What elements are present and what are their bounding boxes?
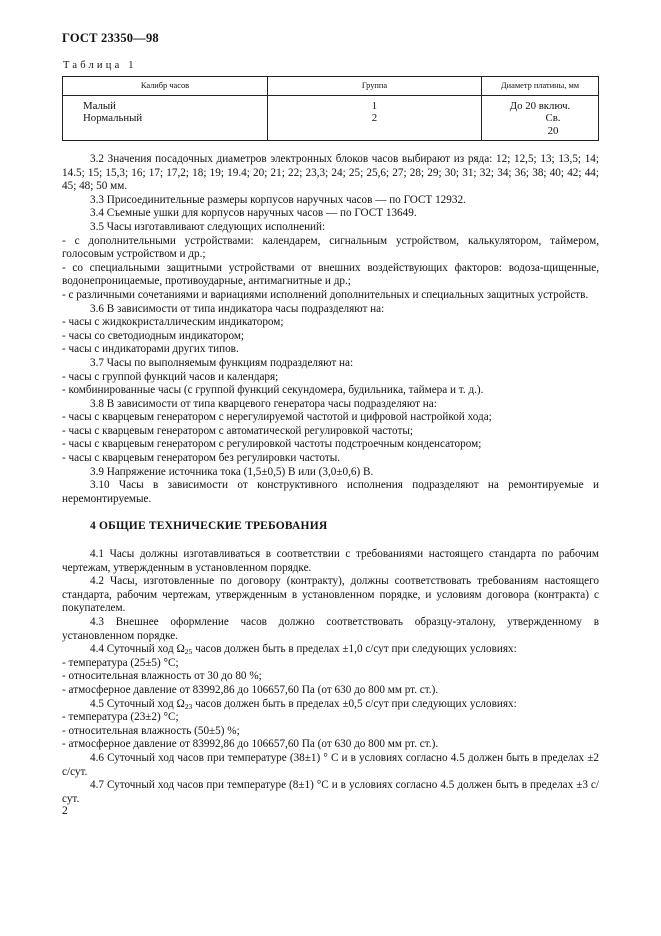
paragraph [62,643,599,657]
table-row [63,96,599,141]
caliber-value: Нормальный [83,112,143,125]
list-item: - относительная влажность (50±5) %; [62,724,240,737]
list-item: - с различными сочетаниями и вариациями исполнений дополнительных и специальных защитных устройств. [62,288,589,301]
list-item: - атмосферное давление от 83992,86 до 106657,60 Па (от 630 до 800 мм рт. ст.). [62,683,439,696]
paragraph-text: часов должен быть в пределах ±0,5 с/сут при следующих условиях: [192,697,517,710]
column-header-caliber: Калибр часов [63,77,268,96]
group-value: 1 [371,100,378,112]
diameter-value: 20 [547,124,559,137]
paragraph: 3.6 В зависимости от типа индикатора часы подразделяют на: [90,302,385,315]
caliber-value: Малый [83,100,116,112]
subscript: 23 [184,701,193,711]
caliber-table [62,76,599,141]
list-item: - часы с индикаторами других типов. [62,343,239,356]
diameter-value: Св. [545,112,561,125]
paragraph: 3.5 Часы изготавливают следующих исполнений: [90,220,326,233]
paragraph: 3.8 В зависимости от типа кварцевого генератора часы подразделяют на: [90,397,437,410]
paragraph [62,698,599,712]
list-item: - относительная влажность от 30 до 80 %; [62,670,262,683]
paragraph: 3.2 Значения посадочных диаметров электронных блоков часов выбирают из ряда: 12; 12,5; 13; 13,5; 14; 14.5; 15; 15,3; 16; 17; 17,2; 18; 19; 19.4; 20; 21; 22; 23,3; 24; 25; 25,6; 27; 28; 29; 30; 31; 32; 34; 36; 38; 40; 42; 44; 45; 48; 50 мм. [62,153,599,193]
list-item: - часы со светодиодным индикатором; [62,329,245,342]
document-code: ГОСТ 23350—98 [62,31,159,45]
list-item: - со специальными защитными устройствами от внешних воздействующих факторов: водоза-щищенные, водонепроницаемые, противоударные, антимагнитные и др.; [62,261,599,288]
paragraph: 4.6 Суточный ход часов при температуре (38±1) ° С и в условиях согласно 4.5 должен быть в пределах ±2 с/сут. [62,751,599,778]
list-item: - атмосферное давление от 83992,86 до 106657,60 Па (от 630 до 800 мм рт. ст.). [62,738,439,751]
column-header-diameter: Диаметр платины, мм [482,77,599,96]
diameter-value: До 20 включ. [509,100,571,112]
list-item: - часы с жидкокристаллическим индикатором; [62,316,284,329]
caliber-cell [63,96,268,141]
list-item: - часы с группой функций часов и календаря; [62,370,279,383]
page-number: 2 [62,805,68,817]
paragraph: 3.3 Присоединительные размеры корпусов наручных часов — по ГОСТ 12932. [90,193,466,206]
column-header-group: Группа [268,77,482,96]
list-item: - часы с кварцевым генератором без регулировки частоты. [62,452,341,465]
list-item: - часы с кварцевым генератором с нерегулируемой частотой и цифровой настройкой хода; [62,411,492,424]
paragraph: 4.7 Суточный ход часов при температуре (8±1) °С и в условиях согласно 4.5 должен быть в пределах ±3 с/сут. [62,779,599,805]
group-cell [268,96,482,141]
paragraph-text: 4.5 Суточный ход Ω [90,697,185,710]
subscript: 25 [184,647,193,657]
document-body [62,153,599,806]
list-item: - часы с кварцевым генератором с регулировкой частоты подстроечным конденсатором; [62,438,482,451]
group-value: 2 [371,112,378,125]
paragraph-text: 4.4 Суточный ход Ω [90,643,185,656]
list-item: - комбинированные часы (с группой функций секундомера, будильника, таймера и т. д.). [62,384,484,397]
list-item: - с дополнительными устройствами: календарем, сигнальным устройством, калькулятором, таймером, голосовым устройством и др.; [62,234,599,261]
list-item: - температура (23±2) °С; [62,711,179,724]
table-header-row [63,77,599,96]
paragraph: 3.10 Часы в зависимости от конструктивного исполнения подразделяют на ремонтируемые и неремонтируемые. [62,479,599,505]
table-caption: Таблица 1 [63,60,137,71]
paragraph: 4.1 Часы должны изготавливаться в соответствии с требованиями настоящего стандарта по рабочим чертежам, утвержденным в установленном порядке. [62,548,599,574]
diameter-cell [482,96,599,141]
list-item: - часы с кварцевым генератором с автоматической регулировкой частоты; [62,424,414,437]
paragraph: 4.2 Часы, изготовленные по договору (контракту), должны соответствовать требованиям настоящего стандарта, рабочим чертежам, утвержденным в установленном порядке, и условиям договора (контракта) с покупателем. [62,575,599,615]
paragraph: 3.4 Съемные ушки для корпусов наручных часов — по ГОСТ 13649. [90,207,417,220]
section-heading: 4 ОБЩИЕ ТЕХНИЧЕСКИЕ ТРЕБОВАНИЯ [90,520,328,533]
paragraph: 4.3 Внешнее оформление часов должно соответствовать образцу-эталону, утвержденному в установленном порядке. [62,616,599,642]
paragraph: 3.7 Часы по выполняемым функциям подразделяют на: [90,356,354,369]
paragraph: 3.9 Напряжение источника тока (1,5±0,5) В или (3,0±0,6) В. [90,465,374,478]
paragraph-text: часов должен быть в пределах ±1,0 с/сут при следующих условиях: [192,643,517,656]
list-item: - температура (25±5) °С; [62,656,179,669]
